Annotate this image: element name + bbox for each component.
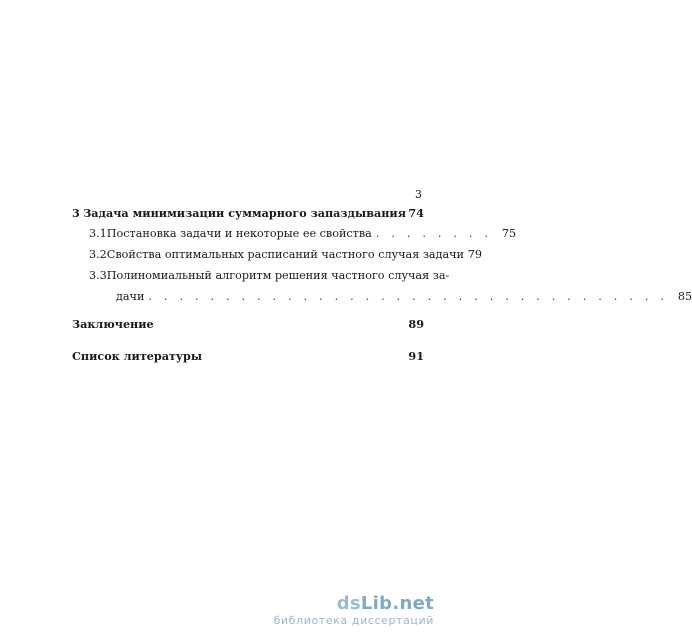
section-number: 3.3 xyxy=(89,269,107,282)
references-title: Список литературы xyxy=(72,349,203,363)
watermark-logo-left: ds xyxy=(336,593,361,614)
section-title: Свойства оптимальных расписаний частного случая задачи xyxy=(106,248,465,261)
toc-section-3-3-continuation[interactable] xyxy=(72,289,692,317)
watermark-subtitle: библиотека диссертаций xyxy=(273,614,434,627)
table-of-contents xyxy=(72,206,692,381)
section-page: 79 xyxy=(467,248,483,261)
watermark xyxy=(274,594,434,627)
section-page: 75 xyxy=(501,227,517,240)
section-number: 3.1 xyxy=(89,227,107,240)
chapter-number: 3 xyxy=(72,206,80,220)
section-title: Постановка задачи и некоторые ее свойства xyxy=(106,227,372,240)
chapter-page: 74 xyxy=(408,206,424,220)
section-title: Полиномиальный алгоритм решения частного случая за- xyxy=(106,269,450,282)
section-number: 3.2 xyxy=(89,248,107,261)
toc-section-3-2[interactable] xyxy=(72,247,483,268)
toc-chapter-3[interactable] xyxy=(72,206,424,226)
toc-section-3-1[interactable] xyxy=(72,226,517,247)
watermark-logo xyxy=(274,594,434,614)
dot-leader: . . . . . . . . xyxy=(375,227,493,240)
conclusion-title: Заключение xyxy=(72,317,154,331)
section-title-continuation: дачи xyxy=(116,290,145,303)
section-page: 85 xyxy=(677,290,692,303)
toc-conclusion[interactable] xyxy=(72,317,424,349)
toc-section-3-3[interactable] xyxy=(72,268,450,289)
chapter-title: Задача минимизации суммарного запаздывания xyxy=(83,206,406,220)
dot-leader: . . . . . . . . . . . . . . . . . . . . . . . . . . . . . . . . . . xyxy=(148,290,669,303)
references-page: 91 xyxy=(408,349,424,363)
page-number: 3 xyxy=(415,188,422,201)
toc-references[interactable] xyxy=(72,349,424,381)
conclusion-page: 89 xyxy=(408,317,424,331)
watermark-logo-right: Lib.net xyxy=(360,593,434,614)
